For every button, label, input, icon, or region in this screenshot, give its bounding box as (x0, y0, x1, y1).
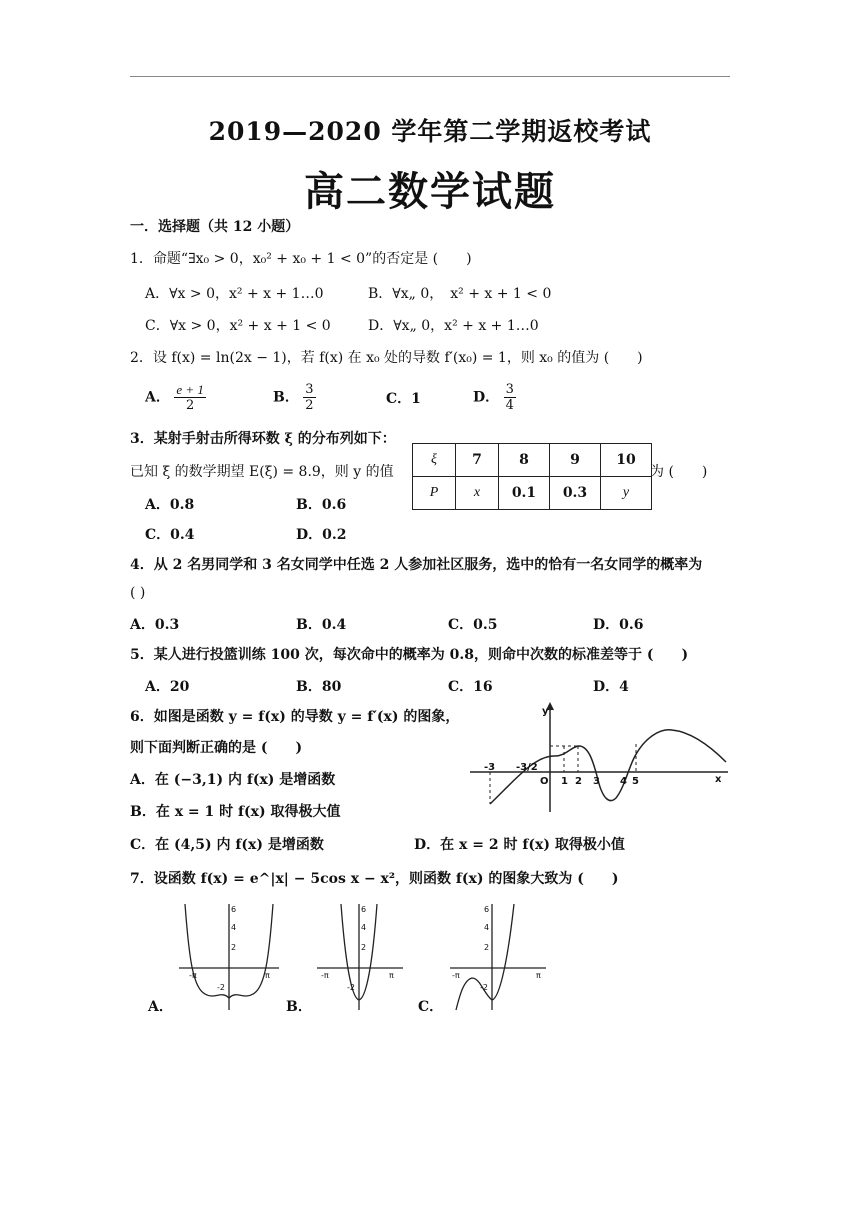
graph-tick: 5 (632, 776, 639, 787)
mini-tick: π (265, 971, 270, 980)
mini-tick: -2 (217, 983, 225, 992)
q7-graph-b (315, 898, 405, 1013)
mini-tick: 4 (484, 923, 490, 932)
table-row (413, 477, 652, 510)
table-cell: 10 (601, 444, 652, 477)
q7-graph-a (175, 898, 283, 1013)
q2-stem: 2．设 f(x) = ln(2x − 1)，若 f(x) 在 x₀ 处的导数 f′(x₀) = 1，则 x₀ 的值为 ( ) (130, 350, 643, 366)
q7-stem: 7．设函数 f(x) = e^|x| − 5cos x − x²，则函数 f(x) 的图象大致为 ( ) (130, 871, 619, 887)
table-cell: x (456, 477, 499, 510)
q5-stem: 5．某人进行投篮训练 100 次，每次命中的概率为 0.8，则命中次数的标准差等于 ( ) (130, 647, 689, 663)
mini-tick: -π (321, 971, 329, 980)
q5-option-b: B．80 (296, 679, 342, 695)
q6-option-b: B．在 x = 1 时 f(x) 取得极大值 (130, 804, 341, 820)
q1-option-c: C．∀x > 0，x² + x + 1 < 0 (145, 318, 331, 334)
q2-option-c: C．1 (386, 391, 421, 407)
mini-tick: 4 (231, 923, 237, 932)
q3-option-b: B．0.6 (296, 497, 347, 513)
q7-graph-c (448, 898, 548, 1013)
q6-stem-line2: 则下面判断正确的是 ( ) (130, 740, 303, 756)
mini-tick: π (536, 971, 541, 980)
q4-stem: 4．从 2 名男同学和 3 名女同学中任选 2 人参加社区服务，选中的恰有一名女同学的概率为 (130, 557, 703, 573)
mini-tick: 4 (361, 923, 367, 932)
q7-option-a-label: A． (148, 999, 173, 1015)
table-cell: 9 (550, 444, 601, 477)
table-cell: 0.3 (550, 477, 601, 510)
q3-stem-line1: 3．某射手射击所得环数 ξ 的分布列如下： (130, 431, 396, 447)
q6-option-c: C．在 (4,5) 内 f(x) 是增函数 (130, 837, 324, 853)
q6-option-d: D．在 x = 2 时 f(x) 取得极小值 (414, 837, 625, 853)
graph-tick: -3/2 (516, 762, 538, 773)
table-cell: 8 (499, 444, 550, 477)
mini-tick: 2 (361, 943, 367, 952)
q3-option-a: A．0.8 (145, 497, 195, 513)
q3-option-c: C．0.4 (145, 527, 195, 543)
table-cell: y (601, 477, 652, 510)
q3-stem-tail: 为 ( ) (650, 464, 708, 480)
distribution-table (412, 443, 652, 510)
q7-option-b-label: B． (286, 999, 312, 1015)
mini-tick: 2 (231, 943, 237, 952)
table-cell: 7 (456, 444, 499, 477)
mini-tick: 6 (231, 905, 237, 914)
graph-tick: 3 (593, 776, 600, 787)
section-heading: 一．选择题（共 12 小题） (130, 219, 300, 235)
q2-option-b: B． $\frac{3}{2}$ (273, 382, 314, 413)
q1-option-b: B．∀x„ 0， x² + x + 1 < 0 (368, 286, 552, 302)
q6-stem-line1: 6．如图是函数 y = f(x) 的导数 y = f′(x) 的图象， (130, 709, 460, 725)
q4-stem-paren: ( ) (130, 585, 146, 601)
mini-tick: -π (452, 971, 460, 980)
header-rule (130, 76, 730, 77)
graph-tick: 4 (620, 776, 627, 787)
q1-stem: 1．命题“∃x₀ > 0，x₀² + x₀ + 1 < 0”的否定是 ( ) (130, 251, 472, 267)
q4-option-a: A．0.3 (130, 617, 180, 633)
table-cell: ξ (413, 444, 456, 477)
graph-tick: -3 (484, 762, 496, 773)
q1-option-d: D．∀x„ 0，x² + x + 1…0 (368, 318, 539, 334)
q5-option-a: A．20 (145, 679, 190, 695)
table-cell: 0.1 (499, 477, 550, 510)
q5-option-c: C．16 (448, 679, 493, 695)
q2-option-d: D． $\frac{3}{4}$ (473, 382, 514, 413)
q5-option-d: D．4 (593, 679, 629, 695)
q2-option-a: A． $\frac{e + 1}{2}$ (145, 382, 204, 413)
q3-option-d: D．0.2 (296, 527, 347, 543)
mini-tick: 2 (484, 943, 490, 952)
q4-option-c: C．0.5 (448, 617, 498, 633)
q3-stem-line2: 已知 ξ 的数学期望 E(ξ) = 8.9，则 y 的值 (130, 464, 394, 480)
mini-tick: -π (189, 971, 197, 980)
q7-option-c-label: C． (418, 999, 444, 1015)
exam-subtitle: 2019—2020 学年第二学期返校考试 (208, 117, 652, 146)
graph-x-label: x (715, 774, 722, 785)
mini-tick: -2 (347, 983, 355, 992)
table-row (413, 444, 652, 477)
q4-option-b: B．0.4 (296, 617, 347, 633)
q4-option-d: D．0.6 (593, 617, 644, 633)
mini-tick: -2 (480, 983, 488, 992)
graph-tick: 2 (575, 776, 582, 787)
table-cell: P (413, 477, 456, 510)
derivative-graph (460, 700, 740, 820)
q1-option-a: A．∀x > 0，x² + x + 1…0 (145, 286, 324, 302)
graph-origin-label: O (540, 776, 549, 787)
graph-y-label: y (542, 706, 549, 717)
mini-tick: 6 (484, 905, 490, 914)
q6-option-a: A．在 (−3,1) 内 f(x) 是增函数 (130, 772, 336, 788)
exam-title: 高二数学试题 (304, 168, 556, 215)
mini-tick: 6 (361, 905, 367, 914)
mini-tick: π (389, 971, 394, 980)
graph-tick: 1 (561, 776, 568, 787)
